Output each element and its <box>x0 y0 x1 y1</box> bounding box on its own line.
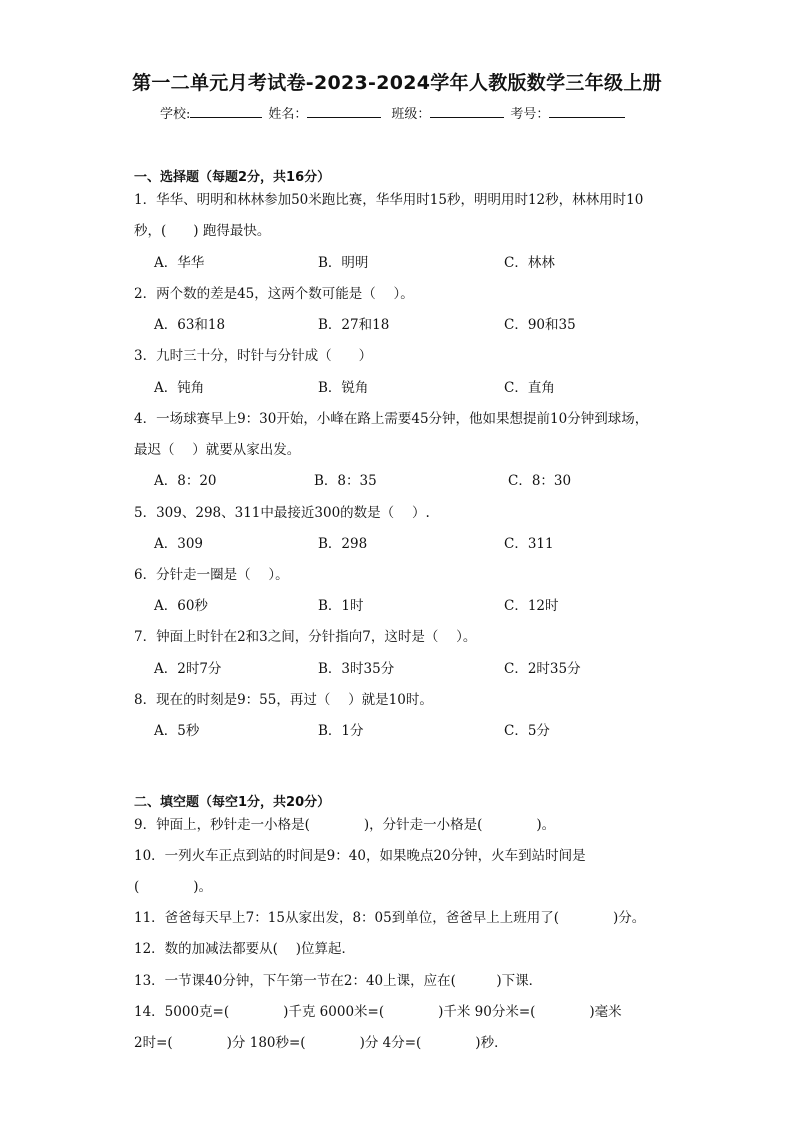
question-5-option-c[interactable]: C．311 <box>504 536 554 552</box>
question-14-line-2: 2时=( )分 180秒=( )分 4分=( )秒． <box>134 1035 508 1051</box>
question-10-line-2: ( )。 <box>134 879 213 895</box>
question-9-line: 9．钟面上，秒针走一小格是( )，分针走一小格是( )。 <box>134 817 556 833</box>
exam-number-label: 考号： <box>510 107 550 122</box>
question-1-option-c[interactable]: C．林林 <box>504 255 555 271</box>
question-4-line-1: 4．一场球赛早上9：30开始，小峰在路上需要45分钟，他如果想提前10分钟到球场， <box>134 411 649 427</box>
section-heading-choice: 一、选择题（每题2分，共16分） <box>134 170 331 185</box>
question-4-option-b[interactable]: B．8：35 <box>314 473 377 489</box>
question-3-option-c[interactable]: C．直角 <box>504 380 555 396</box>
question-5-option-b[interactable]: B．298 <box>318 536 368 552</box>
question-6-option-c[interactable]: C．12时 <box>504 598 559 614</box>
section-heading-fill-in: 二、填空题（每空1分，共20分） <box>134 795 331 810</box>
exam-number-blank[interactable] <box>549 103 625 118</box>
class-label: 班级： <box>391 107 431 122</box>
question-4-option-c[interactable]: C．8：30 <box>508 473 572 489</box>
question-6-option-a[interactable]: A．60秒 <box>154 598 208 614</box>
question-7-line-1: 7．钟面上时针在2和3之间，分针指向7，这时是（ ）。 <box>134 629 477 645</box>
question-8-line-1: 8．现在的时刻是9：55，再过（ ）就是10时。 <box>134 692 433 708</box>
question-8-option-b[interactable]: B．1分 <box>318 723 364 739</box>
question-11-line: 11．爸爸每天早上7：15从家出发，8：05到单位，爸爸早上上班用了( )分。 <box>134 910 646 926</box>
question-7-option-a[interactable]: A．2时7分 <box>154 661 222 677</box>
question-5-line-1: 5．309、298、311中最接近300的数是（ ）. <box>134 505 430 521</box>
name-label: 姓名： <box>268 107 308 122</box>
question-7-option-c[interactable]: C．2时35分 <box>504 661 581 677</box>
question-2-option-a[interactable]: A．63和18 <box>154 317 226 333</box>
page-title: 第一二单元月考试卷-2023-2024学年人教版数学三年级上册 <box>132 72 662 94</box>
question-1-option-b[interactable]: B．明明 <box>318 255 369 271</box>
question-4-line-2: 最迟（ ）就要从家出发。 <box>134 442 301 458</box>
question-6-line-1: 6．分针走一圈是（ ）。 <box>134 567 289 583</box>
question-2-option-c[interactable]: C．90和35 <box>504 317 576 333</box>
question-7-option-b[interactable]: B．3时35分 <box>318 661 395 677</box>
question-5-option-a[interactable]: A．309 <box>154 536 204 552</box>
question-2-line-1: 2．两个数的差是45，这两个数可能是（ ）。 <box>134 286 414 302</box>
school-blank[interactable] <box>190 103 262 118</box>
question-2-option-b[interactable]: B．27和18 <box>318 317 390 333</box>
question-3-option-a[interactable]: A．钝角 <box>154 380 205 396</box>
school-label: 学校: <box>160 107 191 122</box>
name-blank[interactable] <box>307 103 381 118</box>
question-10-line-1: 10．一列火车正点到站的时间是9：40，如果晚点20分钟，火车到站时间是 <box>134 848 586 864</box>
question-1-option-a[interactable]: A．华华 <box>154 255 205 271</box>
question-8-option-a[interactable]: A．5秒 <box>154 723 200 739</box>
question-8-option-c[interactable]: C．5分 <box>504 723 550 739</box>
question-12-line: 12．数的加减法都要从( )位算起． <box>134 941 356 957</box>
class-blank[interactable] <box>430 103 504 118</box>
question-14-line-1: 14．5000克=( )千克 6000米=( )千米 90分米=( )毫米 <box>134 1004 622 1020</box>
question-3-option-b[interactable]: B．锐角 <box>318 380 369 396</box>
student-info-row <box>160 103 631 122</box>
question-1-line-1: 1．华华、明明和林林参加50米跑比赛，华华用时15秒，明明用时12秒，林林用时10 <box>134 192 644 208</box>
question-3-line-1: 3．九时三十分，时针与分针成（ ） <box>134 348 373 364</box>
question-4-option-a[interactable]: A．8：20 <box>154 473 217 489</box>
question-1-line-2: 秒，( ) 跑得最快。 <box>134 223 271 239</box>
question-13-line: 13．一节课40分钟，下午第一节在2：40上课，应在( )下课． <box>134 973 543 989</box>
question-6-option-b[interactable]: B．1时 <box>318 598 364 614</box>
